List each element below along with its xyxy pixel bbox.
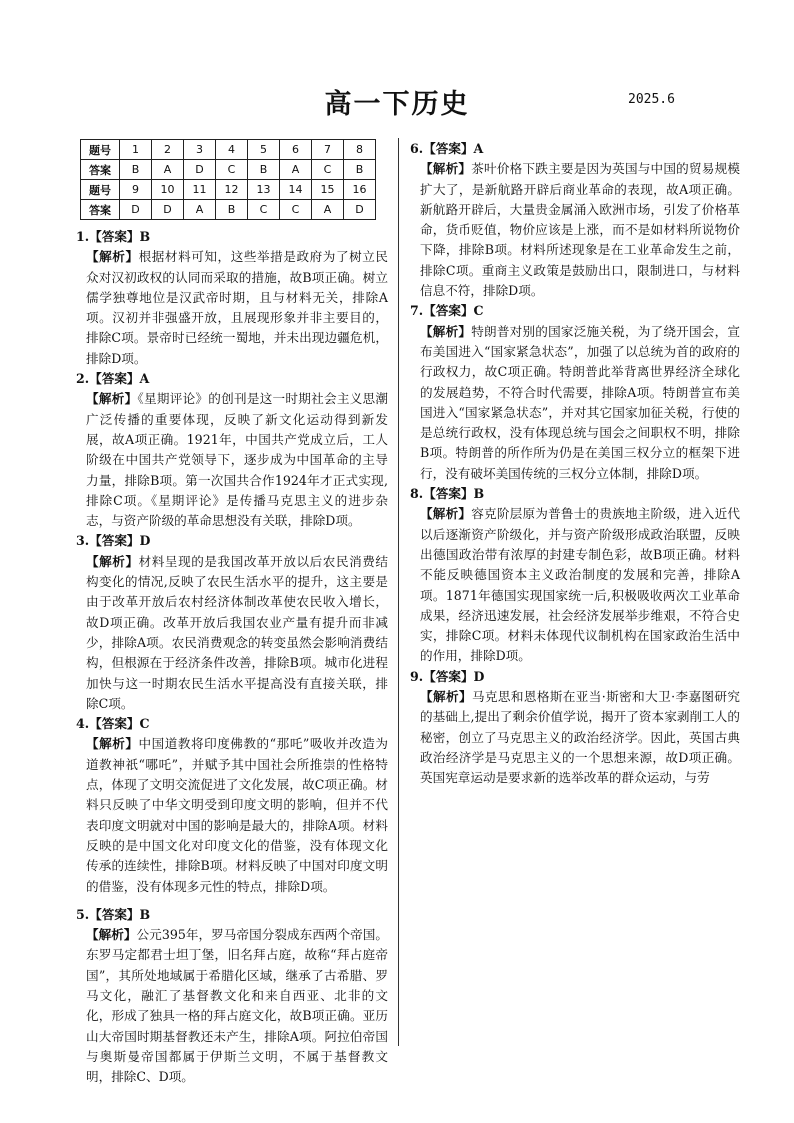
answer-item-6	[410, 139, 740, 301]
answer-cell: C	[216, 160, 248, 180]
answer-heading: 6.【答案】A	[410, 141, 484, 156]
question-number-cell: 2	[152, 140, 184, 160]
question-number-cell: 16	[344, 180, 376, 200]
table-header-cell: 题号	[81, 140, 120, 160]
analysis-text	[410, 322, 740, 484]
question-number-cell: 13	[248, 180, 280, 200]
answer-heading: 9.【答案】D	[410, 668, 485, 684]
analysis-tag: 【解析】	[420, 323, 472, 339]
analysis-tag: 【解析】	[420, 161, 472, 177]
analysis-text	[410, 504, 740, 666]
answer-item-5	[76, 905, 388, 1088]
answer-table-row	[81, 180, 376, 200]
answer-heading: 5.【答案】B	[76, 906, 151, 922]
answer-item-2	[76, 369, 388, 531]
analysis-tag: 【解析】	[420, 689, 472, 705]
answer-cell: A	[152, 160, 184, 180]
analysis-body: 材料呈现的是我国改革开放以后农民消费结构变化的情况,反映了农民生活水平的提升，这主要是由于改革开放后农村经济体制改革使农民收入增长，故D项正确。改革开放后我国农业产量有提升而非减少，排除A项。农民消费观念的转变虽然会影响消费结构，但根源在于经济条件改善，排除B项。城市化进程加快与这一时期农民生活水平提高没有直接关联，排除C项。	[86, 553, 389, 711]
analysis-text	[76, 552, 388, 714]
answer-cell: B	[120, 160, 152, 180]
analysis-body: 根据材料可知，这些举措是政府为了树立民众对汉初政权的认同而采取的措施，故B项正确。树立儒学独尊地位是汉武帝时期，且与材料无关，排除A项。汉初并非强盛开放，且展现形象并非主要目的，排除C项。景帝时已经统一蜀地，并未出现边疆危机，排除D项。	[86, 249, 389, 366]
answer-heading: 4.【答案】C	[76, 716, 150, 732]
page-title: 高一下历史	[324, 89, 470, 120]
analysis-text	[410, 159, 740, 301]
column-divider	[398, 138, 399, 1046]
answer-cell: D	[184, 160, 216, 180]
analysis-text	[76, 925, 388, 1087]
analysis-tag: 【解析】	[86, 391, 138, 407]
answer-cell: D	[344, 200, 376, 220]
answer-cell: D	[152, 200, 184, 220]
answer-heading: 2.【答案】A	[76, 371, 150, 387]
question-number-cell: 6	[280, 140, 312, 160]
answer-cell: B	[248, 160, 280, 180]
table-header-cell: 答案	[81, 160, 120, 180]
answer-item-3	[76, 531, 388, 714]
analysis-tag: 【解析】	[86, 553, 139, 569]
question-number-cell: 15	[312, 180, 344, 200]
answer-table-row	[81, 140, 376, 160]
answer-item-8	[410, 484, 740, 667]
answer-item-9	[410, 667, 740, 789]
question-number-cell: 7	[312, 140, 344, 160]
analysis-body: 《星期评论》的创刊是这一时期社会主义思潮广泛传播的重要体现，反映了新文化运动得到新发展，故A项正确。1921年，中国共产党成立后，工人阶级在中国共产党领导下，逐步成为中国革命的主导力量，排除B项。第一次国共合作1924年才正式实现,排除C项。《星期评论》是传播马克思主义的进步杂志，与资产阶级的革命思想没有关联，排除D项。	[86, 391, 389, 529]
analysis-body: 公元395年，罗马帝国分裂成东西两个帝国。东罗马定都君士坦丁堡，旧名拜占庭，故称“拜占庭帝国”，其所处地域属于希腊化区域，继承了古希腊、罗马文化，融汇了基督教文化和来自西亚、北非的文化，形成了独具一格的拜占庭文化，故B项正确。亚历山大帝国时期基督教还未产生，排除A项。阿拉伯帝国与奥斯曼帝国都属于伊斯兰文明，不属于基督教文明，排除C、D项。	[86, 927, 389, 1085]
answer-heading: 3.【答案】D	[76, 533, 151, 549]
answer-item-7	[410, 301, 740, 484]
answer-table	[80, 139, 376, 220]
answer-cell: B	[216, 200, 248, 220]
question-number-cell: 8	[344, 140, 376, 160]
answer-item-1	[76, 227, 388, 369]
answer-item-4	[76, 714, 388, 897]
answer-heading: 8.【答案】B	[410, 486, 485, 502]
question-number-cell: 5	[248, 140, 280, 160]
left-column	[76, 227, 388, 1087]
analysis-body: 特朗普对别的国家泛施关税，为了绕开国会，宣布美国进入“国家紧急状态”，加强了以总统为首的政府的行政权力，故C项正确。特朗普此举背离世界经济全球化的发展趋势，不符合时代需要，排除A项。特朗普宣布美国进入“国家紧急状态”，并对其它国家加征关税，行使的是总统行政权，没有体现总统与国会之间职权不明，排除B项。特朗普的所作所为仍是在美国三权分立的框架下进行，没有破坏美国传统的三权分立体制，排除D项。	[420, 323, 740, 481]
question-number-cell: 9	[120, 180, 152, 200]
analysis-body: 容克阶层原为普鲁士的贵族地主阶级，进入近代以后逐渐资产阶级化，并与资产阶级形成政治联盟，反映出德国政治带有浓厚的封建专制色彩，故B项正确。材料不能反映德国资本主义政治制度的发展和完善，排除A项。1871年德国实现国家统一后,积极吸收两次工业革命成果，经济迅速发展，社会经济发展举步维艰，不符合史实，排除C项。材料未体现代议制机构在国家政治生活中的作用，排除D项。	[420, 506, 740, 664]
analysis-tag: 【解析】	[86, 736, 139, 752]
answer-heading: 7.【答案】C	[410, 303, 484, 319]
answer-table-row	[81, 160, 376, 180]
exam-date: 2025.6	[628, 92, 675, 107]
analysis-text	[76, 389, 388, 531]
question-number-cell: 3	[184, 140, 216, 160]
answer-cell: A	[280, 160, 312, 180]
question-number-cell: 11	[184, 180, 216, 200]
analysis-text	[76, 247, 388, 369]
analysis-tag: 【解析】	[86, 927, 137, 943]
answer-heading: 1.【答案】B	[76, 229, 151, 244]
answer-cell: A	[184, 200, 216, 220]
analysis-body: 茶叶价格下跌主要是因为英国与中国的贸易规模扩大了，是新航路开辟后商业革命的表现，故A项正确。新航路开辟后，大量贵金属涌入欧洲市场，引发了价格革命，货币贬值，物价应该是上涨，而不是如材料所说物价下降，排除B项。材料所述现象是在工业革命发生之前，排除C项。重商主义政策是鼓励出口，限制进口，与材料信息不符，排除D项。	[420, 161, 740, 299]
answer-cell: D	[120, 200, 152, 220]
question-number-cell: 1	[120, 140, 152, 160]
answer-table-row	[81, 200, 376, 220]
answer-cell: C	[312, 160, 344, 180]
answer-cell: C	[280, 200, 312, 220]
right-column	[410, 139, 740, 789]
analysis-tag: 【解析】	[86, 249, 139, 265]
question-number-cell: 14	[280, 180, 312, 200]
question-number-cell: 4	[216, 140, 248, 160]
table-header-cell: 答案	[81, 200, 120, 220]
answer-cell: B	[344, 160, 376, 180]
question-number-cell: 10	[152, 180, 184, 200]
analysis-text	[410, 687, 740, 788]
answer-cell: C	[248, 200, 280, 220]
analysis-tag: 【解析】	[420, 506, 472, 522]
table-header-cell: 题号	[81, 180, 120, 200]
answer-cell: A	[312, 200, 344, 220]
analysis-text	[76, 734, 388, 896]
question-number-cell: 12	[216, 180, 248, 200]
analysis-body: 中国道教将印度佛教的“那吒”吸收并改造为道教神祇“哪吒”，并赋予其中国社会所推崇的性格特点，体现了文明交流促进了文化发展，故C项正确。材料只反映了中华文明受到印度文明的影响，但并不代表印度文明就对中国的影响是最大的，排除A项。材料反映的是中国文化对印度文化的借鉴，没有体现文化传承的连续性，排除B项。材料反映了中国对印度文明的借鉴，没有体现多元性的特点，排除D项。	[86, 736, 389, 894]
analysis-body: 马克思和恩格斯在亚当·斯密和大卫·李嘉图研究的基础上,提出了剩余价值学说，揭开了资本家剥削工人的秘密，创立了马克思主义的政治经济学。因此，英国古典政治经济学是马克思主义的一个思想来源，故D项正确。英国宪章运动是要求新的选举改革的群众运动，与劳	[420, 689, 740, 786]
